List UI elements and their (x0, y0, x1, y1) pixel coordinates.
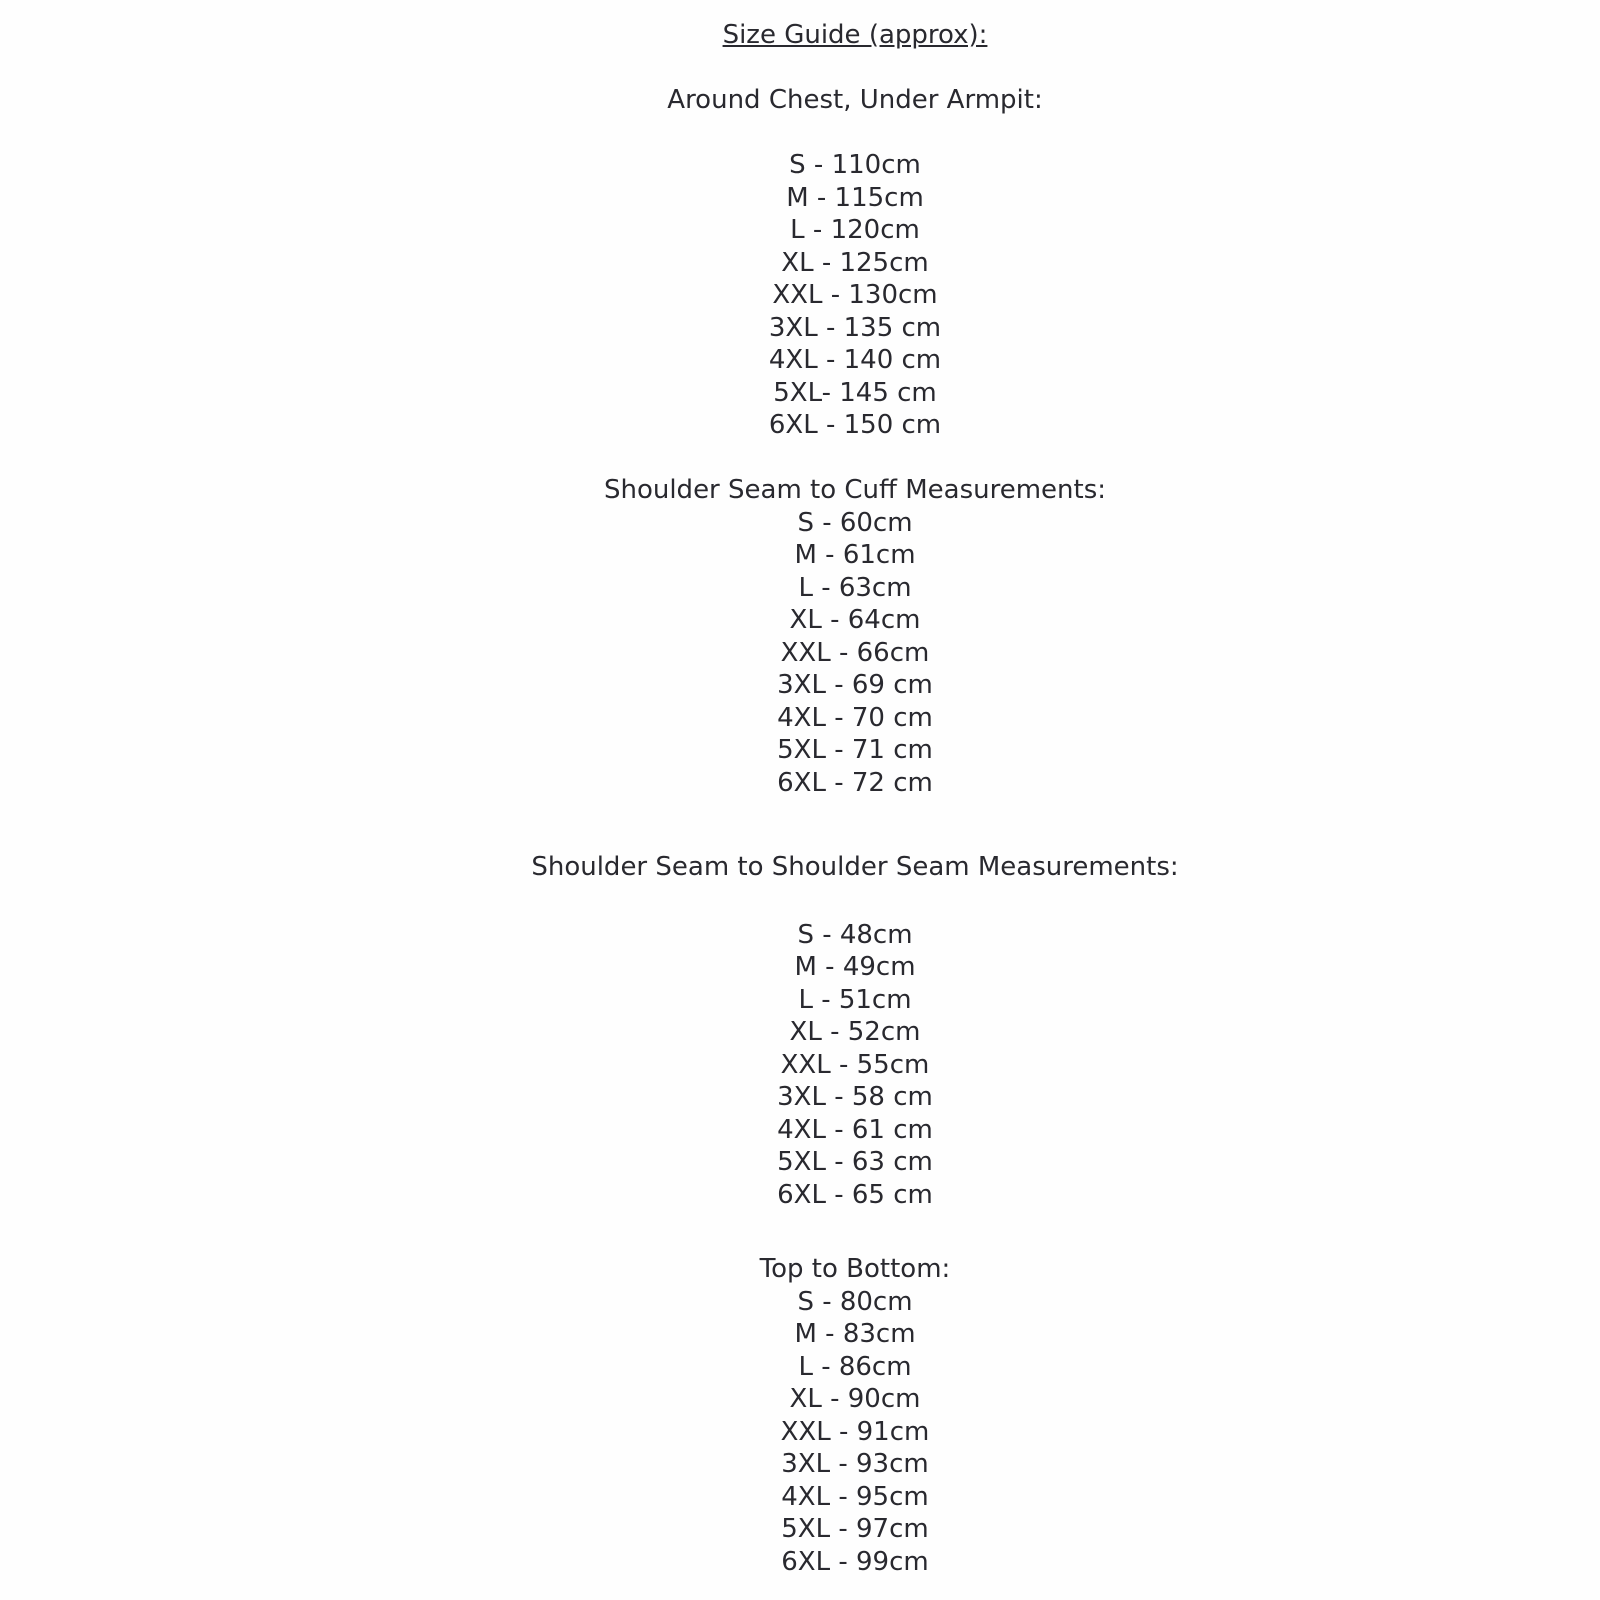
size-row: 6XL - 72 cm (777, 767, 933, 798)
size-row: 4XL - 61 cm (777, 1114, 933, 1145)
size-row: XL - 125cm (781, 247, 929, 278)
size-row: M - 83cm (794, 1319, 916, 1349)
size-row: XL - 64cm (789, 605, 921, 635)
size-row: L - 63cm (798, 572, 912, 603)
size-row: 4XL - 70 cm (777, 702, 933, 733)
size-row: 3XL - 69 cm (777, 670, 933, 700)
section-heading: Top to Bottom: (759, 1254, 951, 1284)
size-row: M - 115cm (786, 182, 924, 213)
size-row: 6XL - 99cm (781, 1546, 929, 1577)
section-top-to-bottom (110, 1253, 1600, 1578)
size-row: S - 60cm (797, 507, 913, 538)
size-row: 5XL - 63 cm (777, 1147, 933, 1177)
section-shoulder-to-shoulder (110, 851, 1600, 1211)
size-row: XXL - 55cm (780, 1049, 930, 1080)
size-row: L - 120cm (790, 215, 920, 245)
section-heading: Around Chest, Under Armpit: (667, 85, 1043, 115)
size-row: 5XL - 71 cm (777, 735, 933, 765)
page-title: Size Guide (approx): (722, 20, 988, 50)
size-row: S - 80cm (797, 1286, 913, 1317)
size-row: S - 110cm (789, 150, 921, 180)
size-row: XL - 90cm (789, 1384, 921, 1414)
size-row: XXL - 66cm (780, 637, 930, 668)
size-row: 3XL - 58 cm (777, 1082, 933, 1112)
size-row: 6XL - 150 cm (768, 410, 942, 440)
size-row: XXL - 91cm (780, 1416, 930, 1447)
size-row: M - 49cm (794, 952, 916, 982)
size-row: XXL - 130cm (772, 280, 938, 310)
size-row: 5XL - 97cm (781, 1514, 929, 1544)
size-row: 3XL - 135 cm (768, 312, 942, 343)
size-row: S - 48cm (797, 919, 913, 950)
size-row: 6XL - 65 cm (777, 1179, 933, 1210)
size-row: 5XL- 145 cm (773, 377, 937, 408)
size-row: 4XL - 140 cm (768, 345, 942, 375)
section-around-chest (110, 84, 1600, 442)
section-heading: Shoulder Seam to Shoulder Seam Measurements: (531, 852, 1179, 882)
size-row: L - 86cm (798, 1351, 912, 1382)
size-row: M - 61cm (794, 540, 916, 570)
size-row: XL - 52cm (789, 1017, 921, 1047)
size-row: 4XL - 95cm (781, 1481, 929, 1512)
section-shoulder-to-cuff (110, 474, 1600, 799)
size-row: L - 51cm (798, 984, 912, 1015)
size-row: 3XL - 93cm (781, 1449, 929, 1479)
section-heading: Shoulder Seam to Cuff Measurements: (603, 475, 1107, 505)
